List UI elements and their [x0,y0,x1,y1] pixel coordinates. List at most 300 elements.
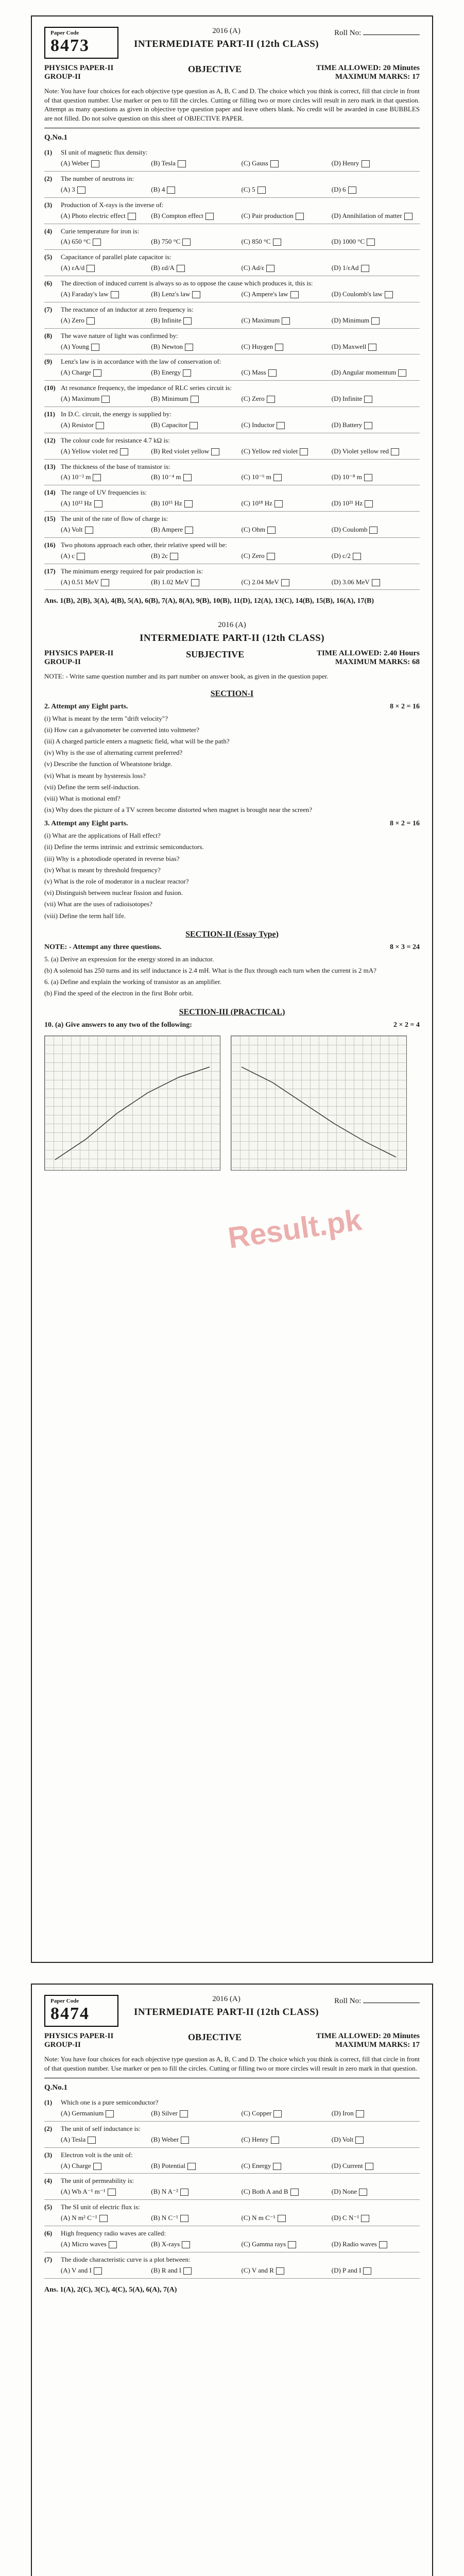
mcq-options [61,421,420,430]
answer-bubble[interactable] [91,160,99,167]
mcq-option-text: (D) 1000 °C [331,238,365,246]
q2-heading [44,703,420,711]
question-part: (iii) A charged particle enters a magnetic field, what will be the path? [44,737,230,745]
mcq-option-text: (B) 1.02 MeV [151,578,189,586]
answer-bubble[interactable] [181,2137,189,2144]
session: 2016 (A) [212,27,240,35]
mcq-number: (11) [44,410,55,418]
mcq-option-text: (A) 10¹² Hz [61,499,92,507]
practical-marks: 2 × 2 = 4 [393,1021,420,1029]
answer-bubble[interactable] [85,527,93,534]
mcq-option-b [151,2240,239,2249]
answer-bubble[interactable] [365,2163,373,2170]
mcq-body [61,463,420,482]
subjective-marks: MAXIMUM MARKS: 68 [335,658,420,667]
mcq-options [61,290,420,299]
answer-bubble[interactable] [356,2110,364,2117]
mcq-option-d [332,473,420,482]
mcq-option-text: (C) Henry [241,2135,269,2143]
graph-curve-right [231,1036,406,1170]
mcq-option-text: (A) Resistor [61,420,94,429]
answer-bubble[interactable] [278,2215,286,2222]
answer-bubble[interactable] [268,369,277,377]
mcq-number: (17) [44,567,56,575]
mcq-number: (2) [44,174,53,182]
paper-2-subject: PHYSICS PAPER-II [44,2032,114,2040]
mcq-option-text: (B) 10⁻⁴ m [151,473,181,481]
question-part: (iii) Why is a photodiode operated in reverse bias? [44,854,180,862]
mcq-option-text: (A) Micro waves [61,2240,107,2248]
answer-bubble[interactable] [128,213,136,220]
answer-bubble[interactable] [177,265,185,272]
mcq-option-text: (B) Minimum [151,395,188,403]
mcq-item [44,329,420,355]
answer-bubble[interactable] [273,2163,281,2170]
answer-bubble[interactable] [211,448,219,455]
mcq-option-c [242,238,330,246]
paper-code-box [44,27,118,59]
answer-bubble[interactable] [267,396,275,403]
mcq-option-text: (C) 5 [241,185,255,193]
mcq-option-d [332,264,420,273]
answer-bubble[interactable] [270,160,279,167]
answer-bubble[interactable] [282,317,290,325]
mcq-option-text: (A) Tesla [61,2135,86,2143]
mcq-option-b [151,212,239,221]
question-part: (vi) What is meant by hysteresis loss? [44,771,146,779]
answer-bubble[interactable] [170,553,178,560]
mcq-option-b [151,578,239,587]
mcq-option-d [332,368,420,377]
answer-bubble[interactable] [361,2215,369,2222]
mcq-option-text: (B) Capacitor [151,420,188,429]
mcq-option-d [332,212,420,221]
mcq-body [61,2151,420,2171]
mcq-option-text: (B) R and I [151,2266,182,2274]
mcq-question: Capacitance of parallel plate capacitor is: [61,253,171,261]
mcq-option-c [242,2240,330,2249]
mcq-option-b [151,526,239,534]
question-part: (b) A solenoid has 250 turns and its self inductance is 2.4 mH. What is the flux through each turn when the current is 2 mA? [44,966,376,974]
mcq-option-text: (A) Charge [61,368,91,377]
mcq-option-text: (A) 650 °C [61,238,91,246]
answer-bubble[interactable] [182,2241,190,2248]
answer-bubble[interactable] [281,579,289,586]
subjective-session: 2016 (A) [218,621,246,630]
answer-bubble[interactable] [359,2189,367,2196]
answer-bubble[interactable] [385,291,393,298]
mcq-options [61,526,420,534]
mcq-option-a [61,185,149,194]
mcq-option-c [242,2162,330,2171]
answer-bubble[interactable] [364,422,372,429]
mcq-option-text: (D) Battery [331,420,363,429]
answer-bubble[interactable] [178,160,186,167]
mcq-options [61,552,420,561]
answer-bubble[interactable] [87,317,95,325]
mcq-option-text: (C) Gamma rays [241,2240,286,2248]
mcq-option-text: (D) Annihilation of matter [331,211,402,219]
mcq-options [61,2240,420,2249]
mcq-option-text: (C) 10¹⁸ Hz [241,499,272,507]
paper-code-number: 8473 [50,36,90,55]
mcq-option-a [61,2162,149,2171]
answer-bubble[interactable] [182,239,191,246]
mcq-item [44,512,420,538]
mcq-option-b [151,499,239,508]
answer-bubble[interactable] [106,2110,114,2117]
mcq-question: The minimum energy required for pair production is: [61,567,203,575]
answer-bubble[interactable] [290,291,299,298]
mcq-option-text: (D) Coulomb's law [331,290,383,298]
answer-bubble[interactable] [300,448,308,455]
mcq-question: The unit of permeability is: [61,2177,134,2185]
answer-bubble[interactable] [362,160,370,167]
paper-2-group: GROUP-II [44,2041,81,2049]
paper-8474 [31,1984,433,2576]
plotted-line [242,1067,396,1157]
answer-bubble[interactable] [93,369,101,377]
mcq-option-text: (D) 6 [331,185,346,193]
answer-bubble[interactable] [183,474,192,481]
mcq-option-d [332,526,420,534]
mcq-option-b [151,343,239,351]
mcq-option-d [332,2240,420,2249]
answer-bubble[interactable] [185,344,193,351]
mcq-option-a [61,159,149,168]
mcq-option-text: (D) Radio waves [331,2240,377,2248]
answer-bubble[interactable] [192,291,200,298]
answer-bubble[interactable] [93,474,101,481]
answer-bubble[interactable] [391,448,399,455]
mcq-option-c [242,2109,330,2118]
mcq-option-text: (A) Yellow violet red [61,447,118,455]
subjective-block [44,621,420,1170]
mcq-question: The reactance of an inductor at zero frequency is: [61,305,194,313]
mcq-option-a [61,526,149,534]
mcq-option-a [61,368,149,377]
answer-bubble[interactable] [108,2189,116,2196]
answer-bubble[interactable] [190,422,198,429]
answer-bubble[interactable] [355,2137,364,2144]
mcq-item [44,2095,420,2122]
answer-bubble[interactable] [191,396,199,403]
paper-2-answer-key [44,2285,420,2295]
mcq-body [61,2177,420,2196]
question-part: (i) What are the applications of Hall effect? [44,832,161,840]
answer-bubble[interactable] [290,2189,299,2196]
answer-bubble[interactable] [101,579,109,586]
mcq-number: (6) [44,2229,53,2237]
question-part: (ix) Why does the picture of a TV screen become distorted when magnet is brought near the screen? [44,806,313,814]
answer-bubble[interactable] [363,2267,371,2275]
paper-2-subject-group [44,2032,113,2049]
graph-sheet-left [44,1036,220,1171]
answer-bubble[interactable] [369,527,377,534]
mcq-option-a [61,212,149,221]
mcq-option-a [61,499,149,508]
mcq-option-c [242,526,330,534]
q3-parts [44,830,420,922]
mcq-option-d [332,2136,420,2144]
answer-bubble[interactable] [267,527,276,534]
answer-bubble[interactable] [379,2241,387,2248]
answer-bubble[interactable] [88,2137,96,2144]
mcq-option-text: (B) Compton effect [151,211,203,219]
mcq-item [44,2226,420,2252]
mcq-option-text: (C) Zero [241,395,265,403]
mcq-option-c [242,343,330,351]
subjective-meta [44,649,420,667]
answer-bubble[interactable] [191,579,199,586]
paper-2-time-marks [316,2032,420,2049]
mcq-option-text: (A) Maximum [61,395,100,403]
answer-bubble[interactable] [87,265,95,272]
mcq-question: Lenz's law is in accordance with the law of conservation of: [61,358,221,366]
answer-bubble[interactable] [353,553,361,560]
mcq-option-text: (C) Yellow red violet [241,447,298,455]
answer-bubble[interactable] [364,474,372,481]
mcq-option-text: (C) V and R [241,2266,274,2274]
mcq-body [61,515,420,534]
mcq-option-text: (C) N m C⁻¹ [241,2214,276,2222]
mcq-option-text: (D) 10²¹ Hz [331,499,363,507]
answer-bubble[interactable] [368,344,376,351]
answer-bubble[interactable] [275,344,283,351]
answer-bubble[interactable] [185,527,193,534]
mcq-body [61,436,420,456]
answer-bubble[interactable] [120,448,128,455]
roll-label: Roll No: [334,29,362,37]
answer-bubble[interactable] [101,396,110,403]
exam-title: INTERMEDIATE PART-II (12th CLASS) [134,39,319,49]
answer-bubble[interactable] [404,213,413,220]
mcq-item [44,302,420,329]
mcq-body [61,175,420,194]
mcq-number: (4) [44,227,53,235]
answer-bubble[interactable] [93,239,101,246]
mcq-option-text: (B) εd/A [151,264,175,272]
answer-bubble[interactable] [367,239,375,246]
mcq-option-b [151,264,239,273]
mcq-option-a [61,316,149,325]
mcq-question: In D.C. circuit, the energy is supplied by: [61,410,171,418]
answer-bubble[interactable] [183,317,192,325]
maximum-marks: MAXIMUM MARKS: 17 [335,73,420,81]
subject-group [44,64,113,81]
mcq-option-a [61,2214,149,2223]
answer-bubble[interactable] [93,2163,101,2170]
question-part: (i) What is meant by the term "drift velocity"? [44,714,168,722]
mcq-item [44,2200,420,2226]
mcq-body [61,541,420,561]
mcq-option-d [332,343,420,351]
mcq-number: (15) [44,515,56,523]
answer-bubble[interactable] [167,187,175,194]
answer-bubble[interactable] [288,2241,296,2248]
answer-bubble[interactable] [77,187,85,194]
question-part: (iv) Why is the use of alternating current preferred? [44,749,183,757]
mcq-body [61,332,420,351]
graph-sheet-right [231,1036,407,1171]
answer-bubble[interactable] [371,317,380,325]
answer-bubble[interactable] [94,500,102,507]
mcq-option-text: (A) 0.51 MeV [61,578,99,586]
mcq-option-text: (B) Energy [151,368,181,377]
answer-bubble[interactable] [183,2267,192,2275]
answer-bubble[interactable] [273,474,282,481]
mcq-options [61,2109,420,2118]
answer-bubble[interactable] [398,369,406,377]
answer-bubble[interactable] [348,187,356,194]
subjective-note: NOTE: - Write same question number and its part number on answer book, as given in the question paper. [44,672,329,681]
mcq-body [61,279,420,299]
mcq-options [61,264,420,273]
mcq-option-text: (D) Henry [331,159,359,167]
mcq-option-b [151,290,239,299]
mcq-option-text: (D) Iron [331,2109,354,2117]
answer-bubble[interactable] [111,291,119,298]
mcq-question: SI unit of magnetic flux density: [61,148,148,157]
answer-bubble[interactable] [365,500,373,507]
mcq-number: (5) [44,2203,53,2211]
answer-bubble[interactable] [364,396,372,403]
mcq-option-d [332,447,420,456]
mcq-body [61,201,420,221]
mcq-option-b [151,316,239,325]
q2-parts [44,713,420,816]
q2-marks: 8 × 2 = 16 [390,702,420,710]
answer-bubble[interactable] [277,422,285,429]
mcq-question: The direction of induced current is always so as to oppose the cause which produces it, this is: [61,279,313,287]
answer-bubble[interactable] [273,239,281,246]
mcq-option-a [61,473,149,482]
mcq-option-c [242,2188,330,2196]
answer-bubble[interactable] [274,500,283,507]
practical-heading [44,1021,420,1029]
mcq-option-text: (B) Lenz's law [151,290,191,298]
plotted-curve [55,1067,210,1160]
mcq-option-d [332,552,420,561]
question-part: (ii) How can a galvanometer be converted into voltmeter? [44,725,200,734]
time-allowed: TIME ALLOWED: 20 Minutes [316,64,420,72]
mcq-option-text: (C) Inductor [241,420,275,429]
question-part: (vii) What are the uses of radioisotopes? [44,900,152,908]
answer-values: 1(B), 2(B), 3(A), 4(B), 5(A), 6(B), 7(A), 8(A), 9(B), 10(B), 11(D), 12(A), 13(C), 14(B), 15(B), 16(A), 17(B) [60,597,374,605]
mcq-option-a [61,421,149,430]
q3-heading [44,820,420,828]
answer-bubble[interactable] [257,187,266,194]
answer-bubble[interactable] [77,553,85,560]
answer-bubble[interactable] [183,369,191,377]
mcq-option-text: (D) c/2 [331,551,351,560]
mcq-option-a [61,578,149,587]
mcq-body [61,410,420,430]
paper-2-note: Note: You have four choices for each objective type question as A, B, C and D. The choice which you think is correct, fill that circle in front of that question number. Use marker or pen to fill the circles. Cutting or filling two or more circles will result in zero mark in that question. [44,2055,420,2072]
subjective-title: INTERMEDIATE PART-II (12th CLASS) [139,633,325,644]
mcq-option-text: (B) 10¹⁵ Hz [151,499,182,507]
mcq-option-d [332,2214,420,2223]
answer-bubble[interactable] [276,2267,284,2275]
mcq-item [44,224,420,250]
mcq-option-b [151,2188,239,2196]
mcq-option-c [242,159,330,168]
mcq-option-text: (C) Huygen [241,342,273,350]
mcq-option-text: (D) None [331,2188,357,2196]
answer-bubble[interactable] [267,553,275,560]
mcq-option-a [61,264,149,273]
answer-bubble[interactable] [180,2189,188,2196]
paper-2-question-label: Q.No.1 [44,2083,67,2092]
mcq-item [44,172,420,198]
mcq-option-b [151,395,239,403]
mcq-item [44,407,420,433]
answer-bubble[interactable] [273,2110,282,2117]
subjective-heading [44,621,420,644]
answer-bubble[interactable] [296,213,304,220]
mcq-number: (9) [44,358,53,366]
answer-bubble[interactable] [91,344,99,351]
answer-bubble[interactable] [180,2215,188,2222]
mcq-option-c [242,185,330,194]
mcq-body [61,358,420,377]
answer-bubble[interactable] [94,2267,102,2275]
mcq-option-text: (D) C N⁻¹ [331,2214,359,2222]
answer-bubble[interactable] [187,2163,196,2170]
s2-marks: 8 × 3 = 24 [390,943,420,951]
answer-bubble[interactable] [99,2215,108,2222]
mcq-options [61,2266,420,2275]
mcq-option-text: (B) Ampere [151,526,183,534]
mcq-options [61,2162,420,2171]
mcq-option-text: (D) 3.06 MeV [331,578,370,586]
mcq-question: Two photons approach each other, their relative speed will be: [61,540,227,549]
mcq-option-c [242,264,330,273]
paper-2-code-box [44,1995,118,2027]
answer-bubble[interactable] [271,2137,279,2144]
paper-2-meta [44,2032,420,2049]
mcq-option-a [61,343,149,351]
answer-bubble[interactable] [96,422,104,429]
answer-bubble[interactable] [372,579,380,586]
mcq-item [44,276,420,302]
answer-bubble[interactable] [361,265,369,272]
mcq-option-text: (C) Energy [241,2161,271,2170]
answer-bubble[interactable] [205,213,214,220]
mcq-options [61,212,420,221]
mcq-options [61,159,420,168]
mcq-question: Which one is a pure semiconductor? [61,2098,159,2107]
mcq-number: (3) [44,200,53,209]
answer-bubble[interactable] [180,2110,188,2117]
question-part: (viii) What is motional emf? [44,794,121,802]
answer-bubble[interactable] [109,2241,117,2248]
mcq-option-a [61,2109,149,2118]
answer-bubble[interactable] [266,265,274,272]
mcq-option-text: (A) Wb A⁻¹ m⁻¹ [61,2188,106,2196]
mcq-option-d [332,2109,420,2118]
mcq-option-b [151,368,239,377]
mcq-option-text: (D) Infinite [331,395,363,403]
meta-row [44,64,420,81]
answer-bubble[interactable] [184,500,193,507]
mcq-options [61,499,420,508]
section-1-title: SECTION-I [210,689,254,698]
mcq-body [61,306,420,325]
mcq-option-text: (D) Angular momentum [331,368,397,377]
mcq-option-a [61,238,149,246]
mcq-option-b [151,552,239,561]
